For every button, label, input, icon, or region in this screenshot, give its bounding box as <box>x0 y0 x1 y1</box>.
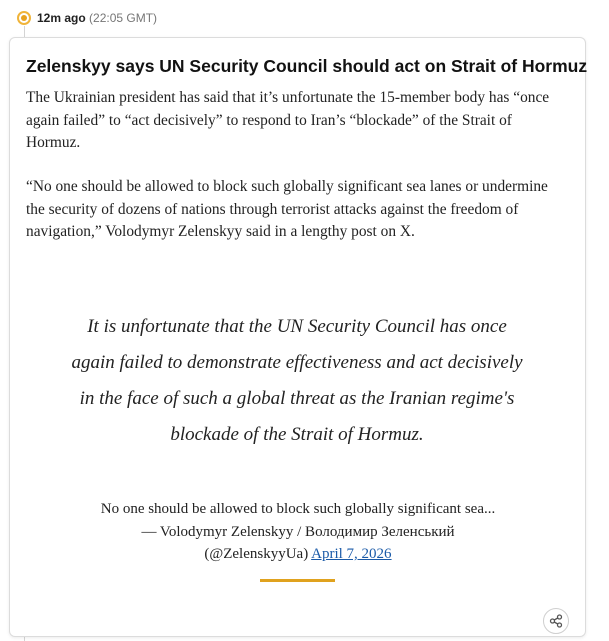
share-button[interactable] <box>543 608 569 634</box>
live-dot-icon <box>17 11 31 25</box>
embed-excerpt: No one should be allowed to block such globally significant sea... <box>100 501 496 517</box>
entry-timestamp <box>37 11 157 25</box>
embed-attribution: — Volodymyr Zelenskyy / Володимир Зеленський <box>141 523 455 540</box>
embedded-quote: It is unfortunate that the UN Security Council has once again failed to demonstrate effectiveness and act decisively in the face of such a global threat as the Iranian regime's blockade of the Strait of Hormuz. <box>71 316 523 445</box>
time-relative: 12m ago <box>37 11 86 25</box>
embed-handle: (@ZelenskyyUa) <box>204 546 309 562</box>
embed-date-link[interactable]: April 7, 2026 <box>311 546 392 562</box>
share-icon <box>549 614 563 628</box>
post-paragraph: The Ukrainian president has said that it’s unfortunate the 15-member body has “once again failed” to “act decisively” to respond to Iran’s “blockade” of the Strait of Hormuz. <box>26 89 550 151</box>
time-absolute: (22:05 GMT) <box>89 11 158 25</box>
embed-source <box>50 498 546 566</box>
live-post-card <box>9 37 586 637</box>
post-paragraph: “No one should be allowed to block such globally significant sea lanes or undermine the security of dozens of nations through terrorist attacks against the freedom of navigation,” Volodymyr Zelenskyy said in a lengthy post on X. <box>26 178 548 240</box>
post-headline: Zelenskyy says UN Security Council should act on Strait of Hormuz <box>26 56 588 76</box>
embed-handle-line <box>50 543 546 566</box>
divider <box>260 579 335 582</box>
